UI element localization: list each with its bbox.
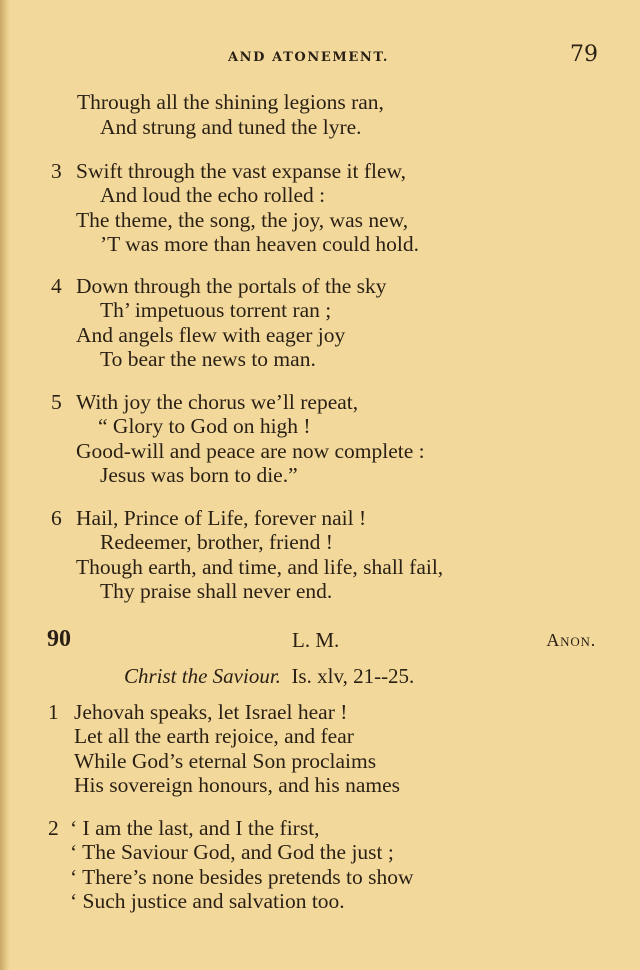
- verse-line: Good-will and peace are now complete :: [76, 439, 425, 463]
- stanza-number: 1: [48, 700, 59, 724]
- verse-line: Jesus was born to die.”: [100, 463, 298, 487]
- verse-line: Swift through the vast expanse it flew,: [76, 159, 406, 183]
- verse-line: With joy the chorus we’ll repeat,: [76, 390, 359, 414]
- verse-line: Down through the portals of the sky: [76, 274, 387, 298]
- scripture-reference: Is. xlv, 21--25.: [291, 664, 415, 688]
- stanza-number: 5: [51, 390, 62, 414]
- hymn-author: Anon.: [546, 630, 596, 650]
- stanza-number: 3: [51, 159, 62, 183]
- stanza-number: 2: [48, 816, 59, 840]
- verse-line: And angels flew with eager joy: [76, 323, 346, 347]
- verse-line: And strung and tuned the lyre.: [100, 115, 362, 139]
- verse-line: ‘ Such justice and salvation too.: [70, 889, 345, 913]
- hymn-meter: L. M.: [292, 628, 340, 652]
- verse-line: Thy praise shall never end.: [100, 579, 333, 603]
- verse-line: ‘ There’s none besides pretends to show: [70, 865, 414, 889]
- verse-line: To bear the news to man.: [100, 347, 316, 371]
- verse-line: The theme, the song, the joy, was new,: [76, 208, 409, 232]
- page-gutter: [0, 0, 10, 970]
- verse-line: Jehovah speaks, let Israel hear !: [74, 700, 348, 724]
- hymn-title-text: Christ the Saviour.: [124, 664, 281, 688]
- verse-line: Let all the earth rejoice, and fear: [74, 724, 354, 748]
- verse-line: ’T was more than heaven could hold.: [100, 232, 420, 256]
- verse-line: Through all the shining legions ran,: [77, 90, 384, 114]
- page-number: 79: [570, 42, 598, 67]
- verse-line: Hail, Prince of Life, forever nail !: [76, 506, 367, 530]
- stanza-number: 4: [51, 274, 62, 298]
- verse-line: Th’ impetuous torrent ran ;: [100, 298, 332, 322]
- verse-line: And loud the echo rolled :: [100, 183, 326, 207]
- verse-line: ‘ I am the last, and I the first,: [70, 816, 320, 840]
- verse-line: Redeemer, brother, friend !: [100, 530, 333, 554]
- verse-line: Though earth, and time, and life, shall fail,: [76, 555, 444, 579]
- running-head: AND ATONEMENT.: [228, 50, 390, 65]
- stanza-number: 6: [51, 506, 62, 530]
- hymn-title: [124, 664, 414, 689]
- verse-line: While God’s eternal Son proclaims: [74, 749, 377, 773]
- verse-line: ‘ The Saviour God, and God the just ;: [70, 840, 394, 864]
- verse-line: His sovereign honours, and his names: [74, 773, 401, 797]
- page-header: [0, 40, 640, 74]
- hymn-number: 90: [47, 626, 71, 652]
- verse-line: “ Glory to God on high !: [98, 414, 311, 438]
